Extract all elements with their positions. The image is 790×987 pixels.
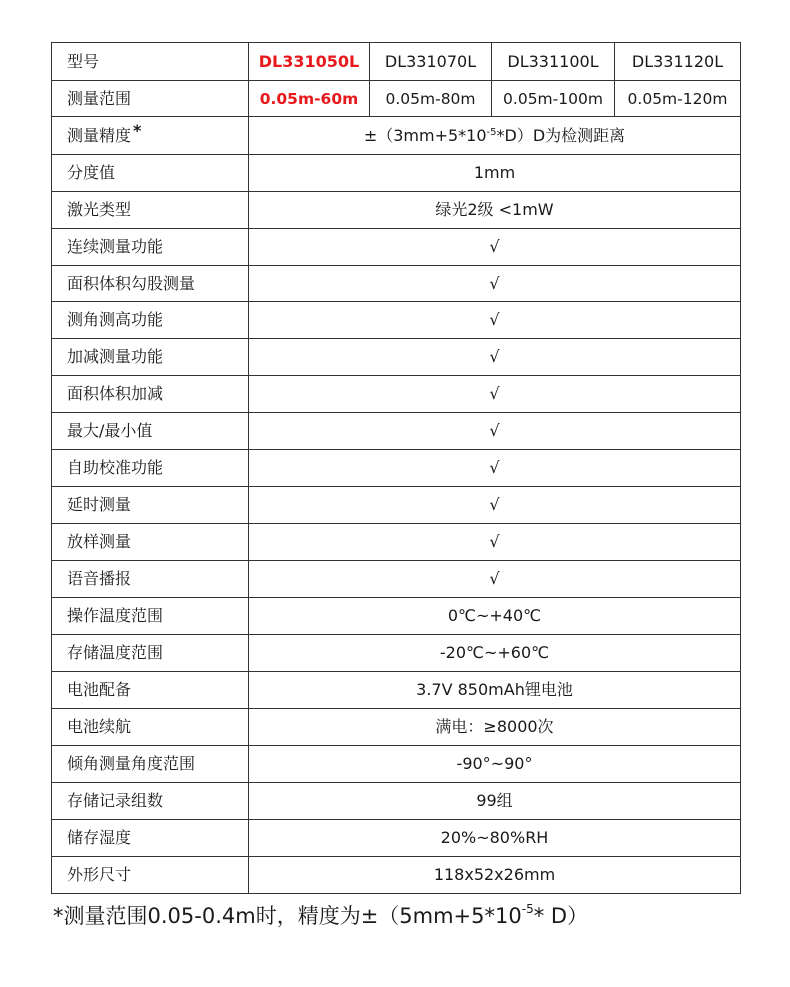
table-row [52, 450, 741, 487]
row-label-range: 测量范围 [52, 81, 249, 117]
check-mark: √ [249, 266, 741, 302]
footnote [53, 903, 588, 929]
row-label: 延时测量 [52, 487, 249, 524]
table-row-range [52, 81, 741, 117]
table-row [52, 413, 741, 450]
model-cell: DL331120L [615, 43, 741, 81]
table-row [52, 192, 741, 229]
row-value: 满电：≥8000次 [249, 709, 741, 746]
footnote-suffix: * D） [533, 904, 589, 928]
row-label: 激光类型 [52, 192, 249, 229]
row-label: 存储记录组数 [52, 783, 249, 820]
table-row [52, 783, 741, 820]
table-row [52, 746, 741, 783]
check-mark: √ [249, 229, 741, 266]
model-cell: DL331100L [492, 43, 615, 81]
row-label: 储存湿度 [52, 820, 249, 857]
accuracy-value-suffix: *D）D为检测距离 [496, 125, 626, 145]
row-value: 绿光2级 <1mW [249, 192, 741, 229]
table-row [52, 339, 741, 376]
table-row [52, 302, 741, 339]
accuracy-value [249, 117, 741, 155]
row-value: 1mm [249, 155, 741, 192]
footnote-prefix: *测量范围0.05-0.4m时，精度为±（5mm+5*10 [53, 904, 522, 928]
row-label: 面积体积加减 [52, 376, 249, 413]
table-row [52, 524, 741, 561]
accuracy-value-exponent: -5 [486, 126, 497, 138]
row-label-accuracy-text: 测量精度 [67, 125, 132, 145]
check-mark: √ [249, 487, 741, 524]
row-label: 存储温度范围 [52, 635, 249, 672]
table-row [52, 376, 741, 413]
table-row-model [52, 43, 741, 81]
row-label: 电池续航 [52, 709, 249, 746]
table-row [52, 266, 741, 302]
row-value: -90°~90° [249, 746, 741, 783]
row-label: 放样测量 [52, 524, 249, 561]
table-row [52, 672, 741, 709]
range-cell: 0.05m-120m [615, 81, 741, 117]
range-cell-selected: 0.05m-60m [249, 81, 370, 117]
row-label: 测角测高功能 [52, 302, 249, 339]
check-mark: √ [249, 524, 741, 561]
row-label: 外形尺寸 [52, 857, 249, 894]
footnote-exponent: -5 [521, 902, 534, 916]
check-mark: √ [249, 413, 741, 450]
row-label: 操作温度范围 [52, 598, 249, 635]
row-label: 语音播报 [52, 561, 249, 598]
table-row [52, 487, 741, 524]
row-label: 倾角测量角度范围 [52, 746, 249, 783]
table-row [52, 820, 741, 857]
table-row [52, 709, 741, 746]
row-value: 0℃~+40℃ [249, 598, 741, 635]
row-value: 3.7V 850mAh锂电池 [249, 672, 741, 709]
table-row [52, 561, 741, 598]
model-cell: DL331070L [370, 43, 492, 81]
row-value: 118x52x26mm [249, 857, 741, 894]
row-label: 分度值 [52, 155, 249, 192]
row-label: 最大/最小值 [52, 413, 249, 450]
check-mark: √ [249, 450, 741, 487]
spec-table [51, 42, 741, 894]
check-mark: √ [249, 561, 741, 598]
table-row [52, 229, 741, 266]
range-cell: 0.05m-80m [370, 81, 492, 117]
footnote-star-marker: * [133, 120, 142, 140]
row-value: 20%~80%RH [249, 820, 741, 857]
check-mark: √ [249, 339, 741, 376]
accuracy-value-prefix: ±（3mm+5*10 [363, 125, 487, 145]
row-label: 加减测量功能 [52, 339, 249, 376]
table-row [52, 635, 741, 672]
row-label-accuracy [52, 117, 249, 155]
spec-table-body [52, 43, 741, 894]
row-label: 自助校准功能 [52, 450, 249, 487]
check-mark: √ [249, 302, 741, 339]
table-row [52, 598, 741, 635]
range-cell: 0.05m-100m [492, 81, 615, 117]
table-row [52, 155, 741, 192]
table-row [52, 857, 741, 894]
row-label: 面积体积勾股测量 [52, 266, 249, 302]
table-row-accuracy [52, 117, 741, 155]
check-mark: √ [249, 376, 741, 413]
row-label: 连续测量功能 [52, 229, 249, 266]
row-value: -20℃~+60℃ [249, 635, 741, 672]
row-label-model: 型号 [52, 43, 249, 81]
row-value: 99组 [249, 783, 741, 820]
row-label: 电池配备 [52, 672, 249, 709]
model-cell-selected: DL331050L [249, 43, 370, 81]
